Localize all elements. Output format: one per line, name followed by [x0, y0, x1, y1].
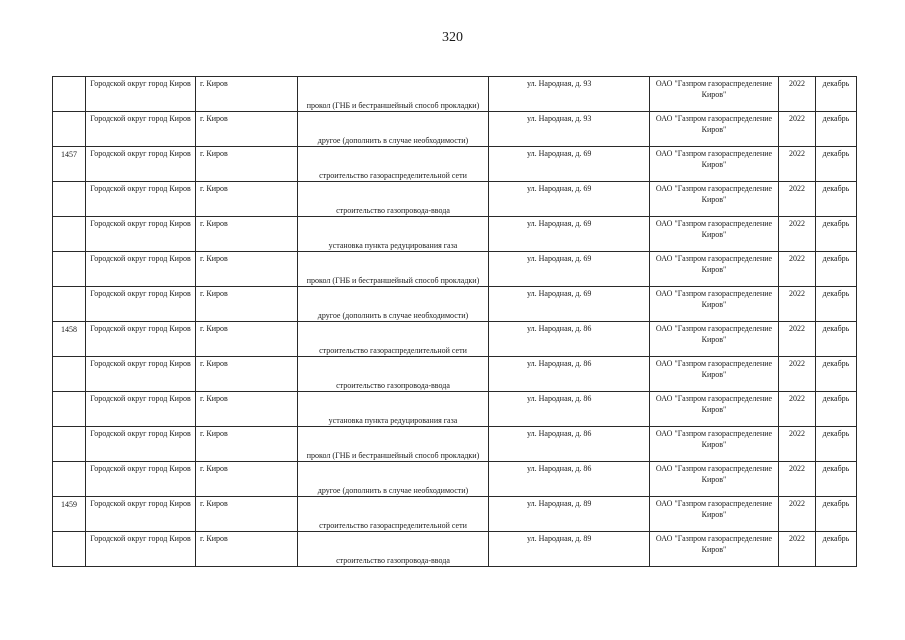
address-text: ул. Народная, д. 93 — [527, 79, 592, 88]
table-row — [53, 532, 857, 567]
work-type-text: прокол (ГНБ и бестраншейный способ прокладки) — [306, 276, 480, 285]
organization-cell: ОАО "Газпром газораспределение Киров" — [650, 357, 779, 392]
year-cell: 2022 — [779, 392, 816, 427]
row-number-cell — [53, 287, 86, 322]
year-cell: 2022 — [779, 532, 816, 567]
municipality-cell: Городской округ город Киров — [86, 147, 196, 182]
municipality-cell: Городской округ город Киров — [86, 112, 196, 147]
month-cell: декабрь — [816, 252, 857, 287]
locality-cell — [196, 462, 298, 497]
registry-table — [52, 76, 857, 567]
year-cell: 2022 — [779, 322, 816, 357]
address-cell — [489, 427, 650, 462]
table-row — [53, 217, 857, 252]
locality-cell — [196, 252, 298, 287]
address-cell — [489, 322, 650, 357]
year-cell: 2022 — [779, 182, 816, 217]
locality-text: г. Киров — [200, 149, 228, 158]
work-type-text: строительство газопровода-ввода — [336, 556, 450, 565]
month-cell: декабрь — [816, 392, 857, 427]
month-cell: декабрь — [816, 497, 857, 532]
table-row — [53, 392, 857, 427]
month-cell: декабрь — [816, 532, 857, 567]
work-type-text: другое (дополнить в случае необходимости) — [317, 136, 469, 145]
address-cell — [489, 392, 650, 427]
work-type-text: строительство газораспределительной сети — [319, 346, 467, 355]
table-row — [53, 462, 857, 497]
address-cell — [489, 287, 650, 322]
address-text: ул. Народная, д. 69 — [527, 289, 592, 298]
organization-cell: ОАО "Газпром газораспределение Киров" — [650, 77, 779, 112]
organization-cell: ОАО "Газпром газораспределение Киров" — [650, 392, 779, 427]
row-number-cell — [53, 182, 86, 217]
year-cell: 2022 — [779, 427, 816, 462]
locality-text: г. Киров — [200, 534, 228, 543]
organization-cell: ОАО "Газпром газораспределение Киров" — [650, 182, 779, 217]
address-text: ул. Народная, д. 69 — [527, 219, 592, 228]
work-type-cell — [298, 252, 489, 287]
municipality-cell: Городской округ город Киров — [86, 287, 196, 322]
organization-cell: ОАО "Газпром газораспределение Киров" — [650, 287, 779, 322]
municipality-cell: Городской округ город Киров — [86, 322, 196, 357]
organization-cell: ОАО "Газпром газораспределение Киров" — [650, 532, 779, 567]
locality-cell — [196, 427, 298, 462]
locality-text: г. Киров — [200, 499, 228, 508]
locality-text: г. Киров — [200, 254, 228, 263]
work-type-text: строительство газопровода-ввода — [336, 206, 450, 215]
year-cell: 2022 — [779, 357, 816, 392]
locality-text: г. Киров — [200, 394, 228, 403]
table-row — [53, 252, 857, 287]
locality-cell — [196, 322, 298, 357]
row-number-cell — [53, 532, 86, 567]
municipality-cell: Городской округ город Киров — [86, 427, 196, 462]
row-number-cell — [53, 427, 86, 462]
table-row — [53, 147, 857, 182]
locality-text: г. Киров — [200, 114, 228, 123]
year-cell: 2022 — [779, 252, 816, 287]
work-type-cell — [298, 182, 489, 217]
work-type-cell — [298, 392, 489, 427]
locality-text: г. Киров — [200, 429, 228, 438]
locality-text: г. Киров — [200, 289, 228, 298]
year-cell: 2022 — [779, 497, 816, 532]
work-type-cell — [298, 532, 489, 567]
work-type-cell — [298, 147, 489, 182]
month-cell: декабрь — [816, 77, 857, 112]
table-row — [53, 287, 857, 322]
locality-cell — [196, 497, 298, 532]
row-number-cell — [53, 357, 86, 392]
work-type-cell — [298, 322, 489, 357]
address-text: ул. Народная, д. 86 — [527, 394, 592, 403]
address-text: ул. Народная, д. 89 — [527, 534, 592, 543]
table-body — [53, 77, 857, 567]
address-cell — [489, 357, 650, 392]
table-row — [53, 322, 857, 357]
row-number-cell: 1459 — [53, 497, 86, 532]
municipality-cell: Городской округ город Киров — [86, 532, 196, 567]
work-type-cell — [298, 357, 489, 392]
month-cell: декабрь — [816, 357, 857, 392]
address-text: ул. Народная, д. 69 — [527, 254, 592, 263]
year-cell: 2022 — [779, 112, 816, 147]
row-number-cell — [53, 112, 86, 147]
work-type-text: строительство газопровода-ввода — [336, 381, 450, 390]
organization-cell: ОАО "Газпром газораспределение Киров" — [650, 462, 779, 497]
address-text: ул. Народная, д. 93 — [527, 114, 592, 123]
month-cell: декабрь — [816, 322, 857, 357]
month-cell: декабрь — [816, 182, 857, 217]
table-row — [53, 497, 857, 532]
locality-text: г. Киров — [200, 184, 228, 193]
month-cell: декабрь — [816, 217, 857, 252]
work-type-cell — [298, 112, 489, 147]
work-type-cell — [298, 427, 489, 462]
year-cell: 2022 — [779, 217, 816, 252]
locality-text: г. Киров — [200, 79, 228, 88]
address-text: ул. Народная, д. 89 — [527, 499, 592, 508]
year-cell: 2022 — [779, 287, 816, 322]
address-cell — [489, 532, 650, 567]
locality-text: г. Киров — [200, 219, 228, 228]
row-number-cell — [53, 392, 86, 427]
row-number-cell — [53, 252, 86, 287]
organization-cell: ОАО "Газпром газораспределение Киров" — [650, 217, 779, 252]
month-cell: декабрь — [816, 462, 857, 497]
organization-cell: ОАО "Газпром газораспределение Киров" — [650, 322, 779, 357]
work-type-text: другое (дополнить в случае необходимости) — [317, 486, 469, 495]
organization-cell: ОАО "Газпром газораспределение Киров" — [650, 112, 779, 147]
table-row — [53, 182, 857, 217]
row-number-cell: 1458 — [53, 322, 86, 357]
work-type-text: установка пункта редуцирования газа — [328, 416, 458, 425]
work-type-cell — [298, 217, 489, 252]
locality-text: г. Киров — [200, 359, 228, 368]
address-text: ул. Народная, д. 86 — [527, 429, 592, 438]
organization-cell: ОАО "Газпром газораспределение Киров" — [650, 147, 779, 182]
year-cell: 2022 — [779, 77, 816, 112]
organization-cell: ОАО "Газпром газораспределение Киров" — [650, 252, 779, 287]
work-type-text: строительство газораспределительной сети — [319, 171, 467, 180]
address-cell — [489, 112, 650, 147]
month-cell: декабрь — [816, 287, 857, 322]
address-cell — [489, 497, 650, 532]
locality-cell — [196, 182, 298, 217]
address-cell — [489, 147, 650, 182]
page-number: 320 — [442, 30, 463, 45]
locality-cell — [196, 287, 298, 322]
work-type-text: другое (дополнить в случае необходимости) — [317, 311, 469, 320]
year-cell: 2022 — [779, 462, 816, 497]
locality-cell — [196, 217, 298, 252]
address-cell — [489, 217, 650, 252]
month-cell: декабрь — [816, 112, 857, 147]
table-row — [53, 357, 857, 392]
address-text: ул. Народная, д. 69 — [527, 184, 592, 193]
year-cell: 2022 — [779, 147, 816, 182]
address-text: ул. Народная, д. 86 — [527, 324, 592, 333]
address-text: ул. Народная, д. 69 — [527, 149, 592, 158]
municipality-cell: Городской округ город Киров — [86, 217, 196, 252]
municipality-cell: Городской округ город Киров — [86, 77, 196, 112]
locality-cell — [196, 112, 298, 147]
work-type-cell — [298, 462, 489, 497]
locality-cell — [196, 532, 298, 567]
work-type-cell — [298, 287, 489, 322]
table-row — [53, 427, 857, 462]
work-type-text: строительство газораспределительной сети — [319, 521, 467, 530]
address-cell — [489, 182, 650, 217]
address-text: ул. Народная, д. 86 — [527, 359, 592, 368]
address-cell — [489, 462, 650, 497]
work-type-cell — [298, 77, 489, 112]
organization-cell: ОАО "Газпром газораспределение Киров" — [650, 427, 779, 462]
row-number-cell — [53, 462, 86, 497]
row-number-cell: 1457 — [53, 147, 86, 182]
locality-cell — [196, 357, 298, 392]
table-row — [53, 77, 857, 112]
row-number-cell — [53, 77, 86, 112]
locality-cell — [196, 147, 298, 182]
month-cell: декабрь — [816, 427, 857, 462]
address-text: ул. Народная, д. 86 — [527, 464, 592, 473]
municipality-cell: Городской округ город Киров — [86, 182, 196, 217]
address-cell — [489, 77, 650, 112]
address-cell — [489, 252, 650, 287]
locality-cell — [196, 77, 298, 112]
locality-text: г. Киров — [200, 464, 228, 473]
municipality-cell: Городской округ город Киров — [86, 392, 196, 427]
work-type-text: установка пункта редуцирования газа — [328, 241, 458, 250]
table-row — [53, 112, 857, 147]
municipality-cell: Городской округ город Киров — [86, 462, 196, 497]
municipality-cell: Городской округ город Киров — [86, 357, 196, 392]
month-cell: декабрь — [816, 147, 857, 182]
work-type-text: прокол (ГНБ и бестраншейный способ прокладки) — [306, 101, 480, 110]
locality-cell — [196, 392, 298, 427]
municipality-cell: Городской округ город Киров — [86, 252, 196, 287]
work-type-text: прокол (ГНБ и бестраншейный способ прокладки) — [306, 451, 480, 460]
work-type-cell — [298, 497, 489, 532]
municipality-cell: Городской округ город Киров — [86, 497, 196, 532]
locality-text: г. Киров — [200, 324, 228, 333]
row-number-cell — [53, 217, 86, 252]
organization-cell: ОАО "Газпром газораспределение Киров" — [650, 497, 779, 532]
